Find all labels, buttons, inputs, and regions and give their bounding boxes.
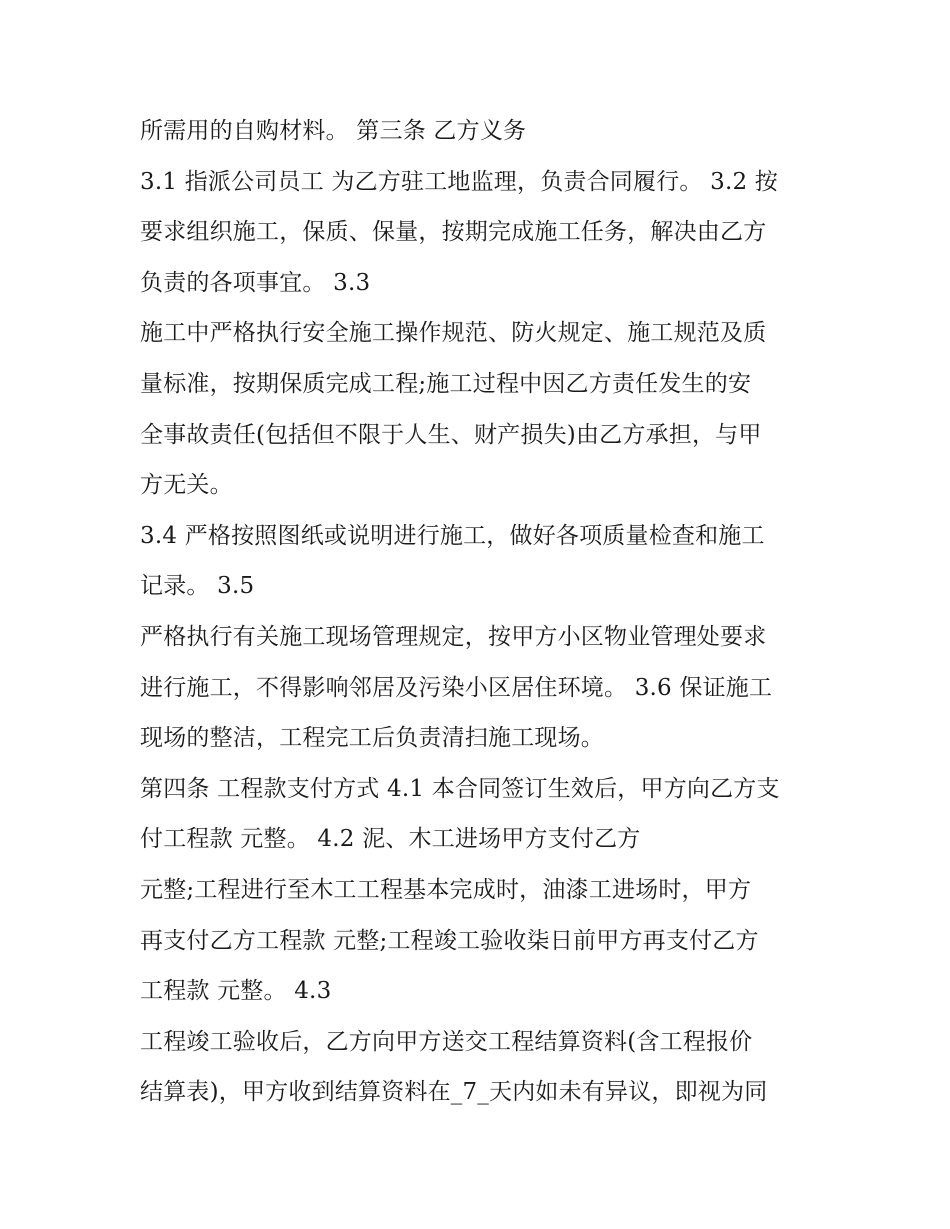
text-line: 施工中严格执行安全施工操作规范、防火规定、施工规范及质	[140, 320, 767, 347]
text-line: 量标准，按期保质完成工程;施工过程中因乙方责任发生的安	[140, 370, 752, 397]
text-line: 所需用的自购材料。 第三条 乙方义务	[140, 118, 527, 144]
text-line: 负责的各项事宜。 3.3	[140, 269, 371, 296]
text-line: 全事故责任(包括但不限于人生、财产损失)由乙方承担，与甲	[140, 421, 762, 448]
text-line: 要求组织施工，保质、保量，按期完成施工任务，解决由乙方	[140, 219, 767, 246]
text-line: 结算表)，甲方收到结算资料在_7_天内如未有异议，即视为同	[140, 1079, 768, 1106]
text-line: 记录。 3.5	[140, 573, 255, 600]
text-line: 进行施工，不得影响邻居及污染小区居住环境。 3.6 保证施工	[140, 674, 773, 701]
text-line: 第四条 工程款支付方式 4.1 本合同签订生效后，甲方向乙方支	[140, 775, 780, 802]
body-text	[140, 110, 820, 1122]
text-line: 方无关。	[140, 472, 233, 499]
text-line: 严格执行有关施工现场管理规定，按甲方小区物业管理处要求	[140, 623, 767, 650]
text-line: 现场的整洁，工程完工后负责清扫施工现场。	[140, 725, 604, 752]
text-line: 元整;工程进行至木工工程基本完成时，油漆工进场时，甲方	[140, 876, 752, 903]
text-line: 3.1 指派公司员工 为乙方驻工地监理，负责合同履行。 3.2 按	[140, 168, 778, 195]
text-line: 付工程款 元整。 4.2 泥、木工进场甲方支付乙方	[140, 826, 641, 853]
text-line: 3.4 严格按照图纸或说明进行施工，做好各项质量检查和施工	[140, 522, 765, 549]
text-line: 工程竣工验收后，乙方向甲方送交工程结算资料(含工程报价	[140, 1028, 753, 1055]
text-line: 工程款 元整。 4.3	[140, 978, 332, 1005]
text-line: 再支付乙方工程款 元整;工程竣工验收柒日前甲方再支付乙方	[140, 927, 759, 954]
